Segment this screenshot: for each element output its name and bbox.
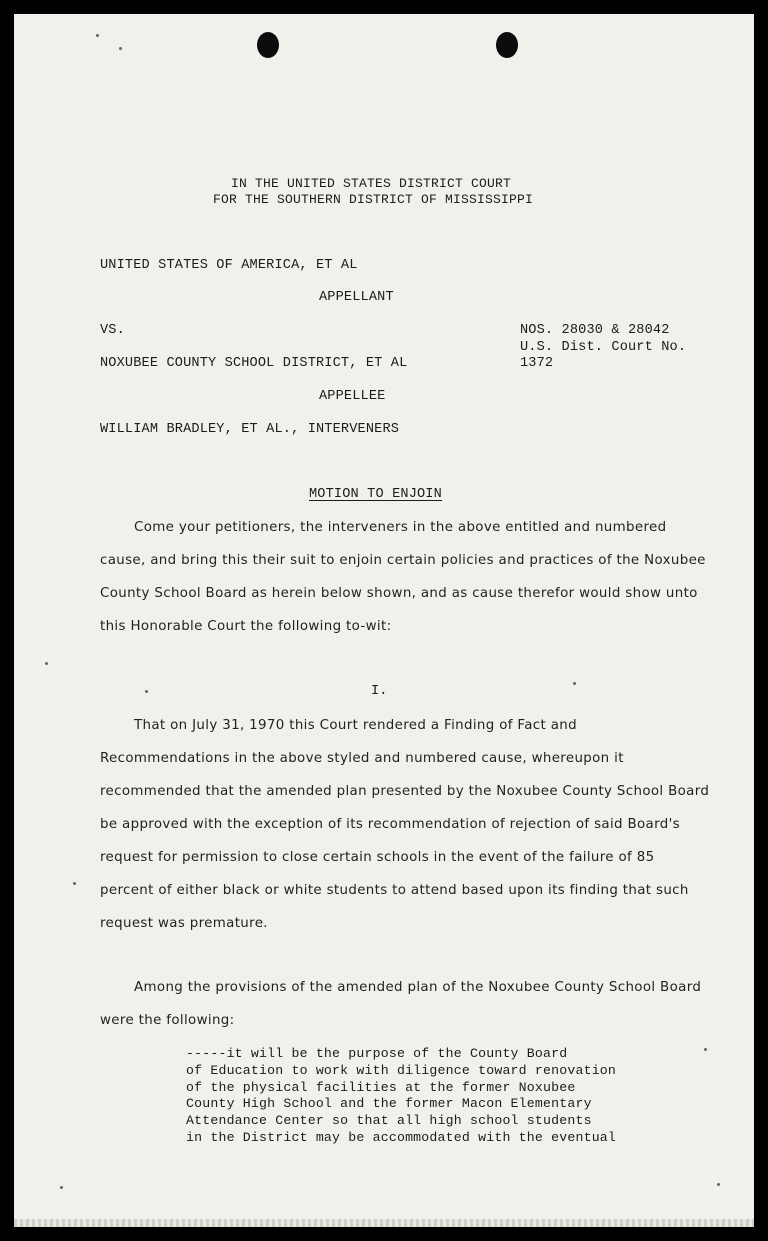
paper-speck: [119, 47, 122, 50]
punch-hole: [257, 32, 279, 58]
paper-speck: [717, 1183, 720, 1186]
quoted-plan-provision: -----it will be the purpose of the County Board of Education to work with diligence toward renovation of the physical facilities at the former Noxubee County High School and the former Macon Elementary Attendance Center so that all high school students in the District may be accommodated with the eventual: [186, 1046, 617, 1145]
case-numbers-line-1: NOS. 28030 & 28042: [520, 323, 670, 338]
versus-label: VS.: [100, 323, 125, 338]
appellee-name: NOXUBEE COUNTY SCHOOL DISTRICT, ET AL: [100, 356, 408, 371]
paper-speck: [73, 882, 76, 885]
section-number: I.: [371, 684, 388, 699]
paper-speck: [573, 682, 576, 685]
finding-paragraph: That on July 31, 1970 this Court rendered a Finding of Fact and Recommendations in the above styled and numbered cause, whereupon it recommended that the amended plan presented by the Noxubee County School Board be approved with the exception of its recommendation of rejection of said Board's request for permission to close certain schools in the event of the failure of 85 percent of either black or white students to attend based upon its finding that such request was premature.: [100, 718, 710, 931]
court-caption-line-2: FOR THE SOUTHERN DISTRICT OF MISSISSIPPI: [213, 192, 534, 207]
court-caption-line-1: IN THE UNITED STATES DISTRICT COURT: [231, 176, 512, 191]
appellee-label: APPELLEE: [319, 389, 386, 404]
intro-paragraph: Come your petitioners, the interveners in the above entitled and numbered cause, and bring this their suit to enjoin certain policies and practices of the Noxubee County School Board as herein below shown, and as cause therefor would show unto this Honorable Court the following to-wit:: [100, 520, 706, 634]
paper-speck: [145, 690, 148, 693]
provisions-paragraph: Among the provisions of the amended plan of the Noxubee County School Board were the following:: [100, 980, 702, 1028]
document-page: [14, 14, 754, 1227]
punch-hole: [496, 32, 518, 58]
interveners-line: WILLIAM BRADLEY, ET AL., INTERVENERS: [100, 422, 400, 437]
appellant-label: APPELLANT: [319, 290, 394, 305]
motion-title: MOTION TO ENJOIN: [309, 487, 442, 502]
paper-speck: [60, 1186, 63, 1189]
paper-speck: [96, 34, 99, 37]
appellant-name: UNITED STATES OF AMERICA, ET AL: [100, 258, 358, 273]
case-numbers-line-2: U.S. Dist. Court No.: [520, 340, 687, 355]
paper-speck: [704, 1048, 707, 1051]
case-numbers-line-3: 1372: [520, 356, 554, 371]
page-bottom-edge: [14, 1219, 754, 1227]
paper-speck: [45, 662, 48, 665]
